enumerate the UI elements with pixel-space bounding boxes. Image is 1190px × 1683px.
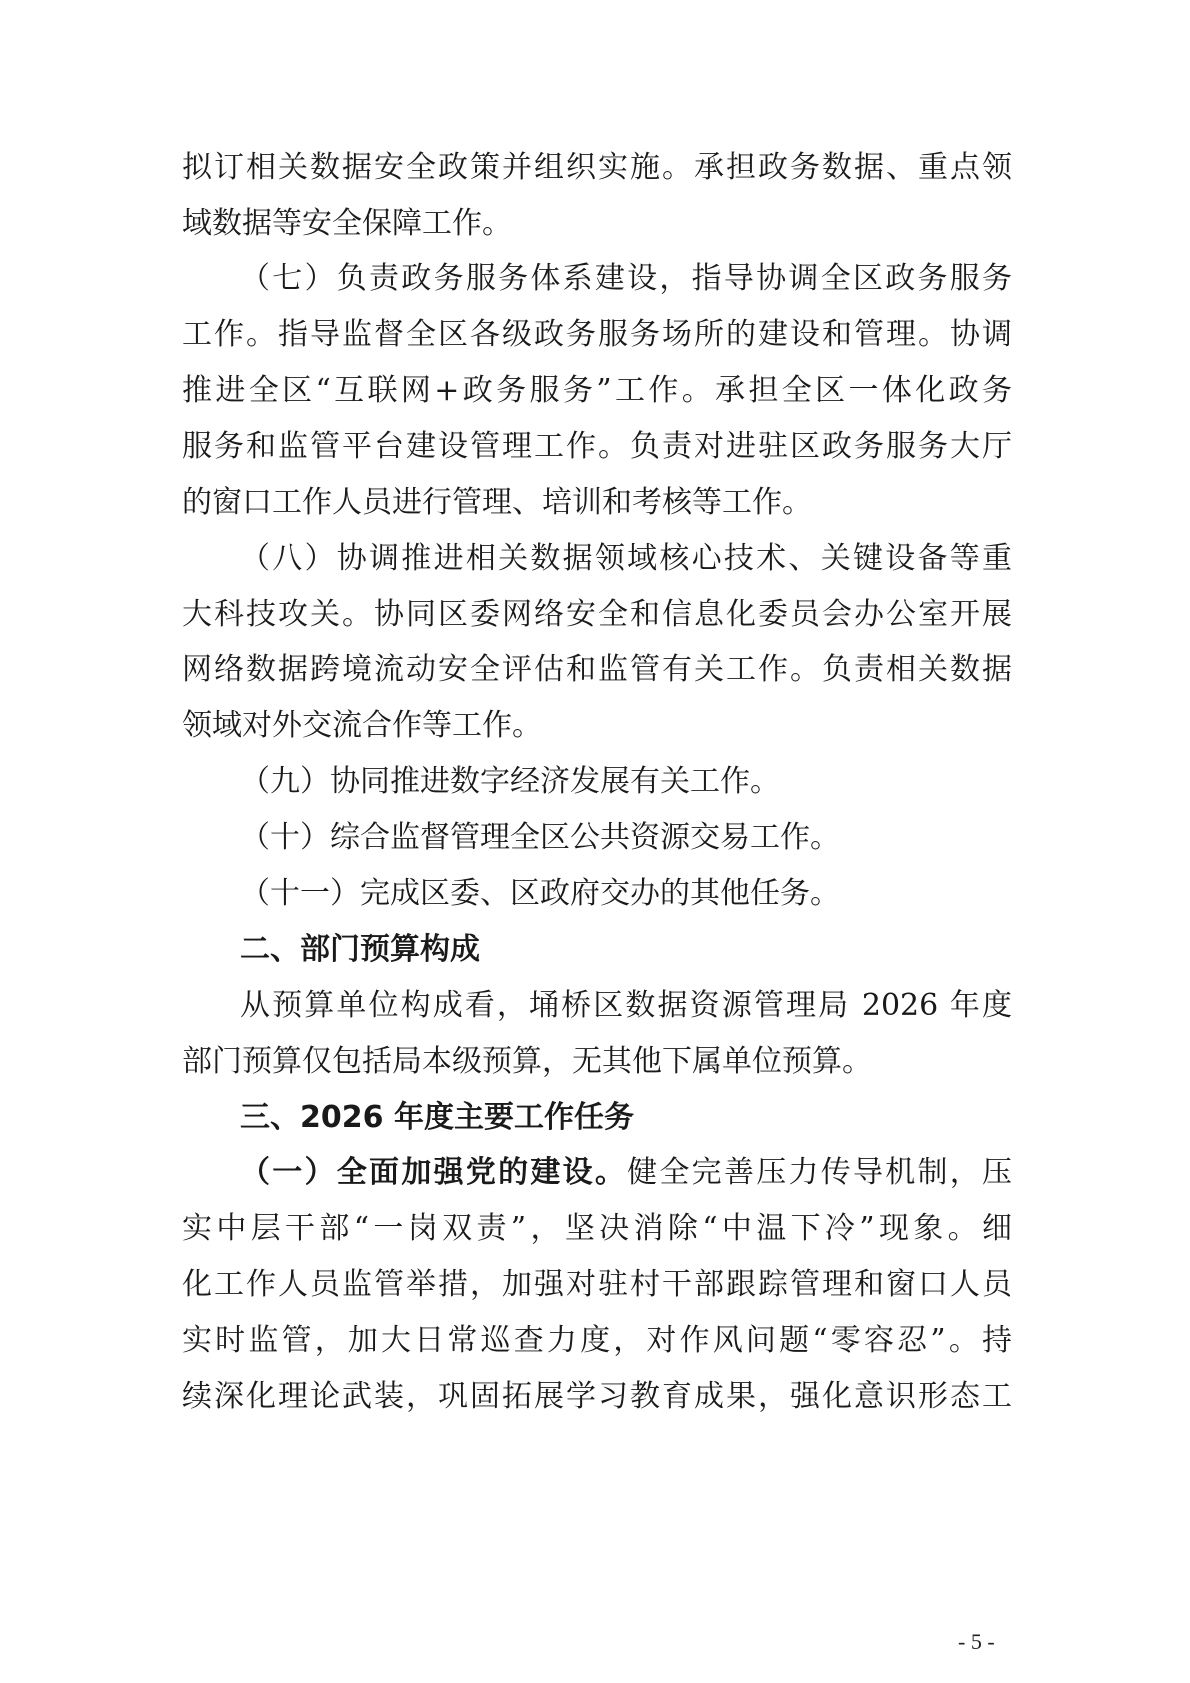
section-seven-line: （七）负责政务服务体系建设，指导协调全区政务服务 [240, 261, 1012, 296]
body-text-line: 部门预算仅包括局本级预算，无其他下属单位预算。 [182, 1044, 872, 1079]
body-text-line: 续深化理论武装，巩固拓展学习教育成果，强化意识形态工 [182, 1379, 1012, 1414]
body-text-line: 域数据等安全保障工作。 [182, 206, 512, 241]
task-one-line [240, 1153, 1012, 1193]
heading-budget-composition: 二、部门预算构成 [240, 932, 480, 967]
heading-main-tasks: 三、2026 年度主要工作任务 [240, 1100, 634, 1135]
body-text-line: 从预算单位构成看，埇桥区数据资源管理局 2026 年度 [240, 988, 1012, 1023]
section-eleven-line: （十一）完成区委、区政府交办的其他任务。 [240, 876, 840, 911]
body-text-line: 大科技攻关。协同区委网络安全和信息化委员会办公室开展 [182, 597, 1012, 632]
body-text-line: 的窗口工作人员进行管理、培训和考核等工作。 [182, 485, 812, 520]
task-one-text: 健全完善压力传导机制，压 [627, 1155, 1012, 1190]
body-text-line: 网络数据跨境流动安全评估和监管有关工作。负责相关数据 [182, 652, 1012, 687]
body-text-line: 领域对外交流合作等工作。 [182, 708, 542, 743]
body-text-line: 拟订相关数据安全政策并组织实施。承担政务数据、重点领 [182, 150, 1012, 185]
section-nine-line: （九）协同推进数字经济发展有关工作。 [240, 764, 780, 799]
task-one-title: 全面加强党的建设。 [336, 1155, 628, 1190]
body-text-line: 推进全区“互联网+政务服务”工作。承担全区一体化政务 [182, 373, 1012, 408]
section-ten-line: （十）综合监督管理全区公共资源交易工作。 [240, 820, 840, 855]
body-text-line: 服务和监管平台建设管理工作。负责对进驻区政务服务大厅 [182, 429, 1012, 464]
body-text-line: 实中层干部“一岗双责”，坚决消除“中温下冷”现象。细 [182, 1211, 1012, 1246]
section-eight-line: （八）协调推进相关数据领域核心技术、关键设备等重 [240, 541, 1012, 576]
body-text-line: 化工作人员监管举措，加强对驻村干部跟踪管理和窗口人员 [182, 1267, 1012, 1302]
page-number: - 5 - [958, 1629, 995, 1654]
body-text-line: 工作。指导监督全区各级政务服务场所的建设和管理。协调 [182, 317, 1012, 352]
task-one-prefix: （一） [240, 1155, 337, 1190]
body-text-line: 实时监管，加大日常巡查力度，对作风问题“零容忍”。持 [182, 1323, 1012, 1358]
